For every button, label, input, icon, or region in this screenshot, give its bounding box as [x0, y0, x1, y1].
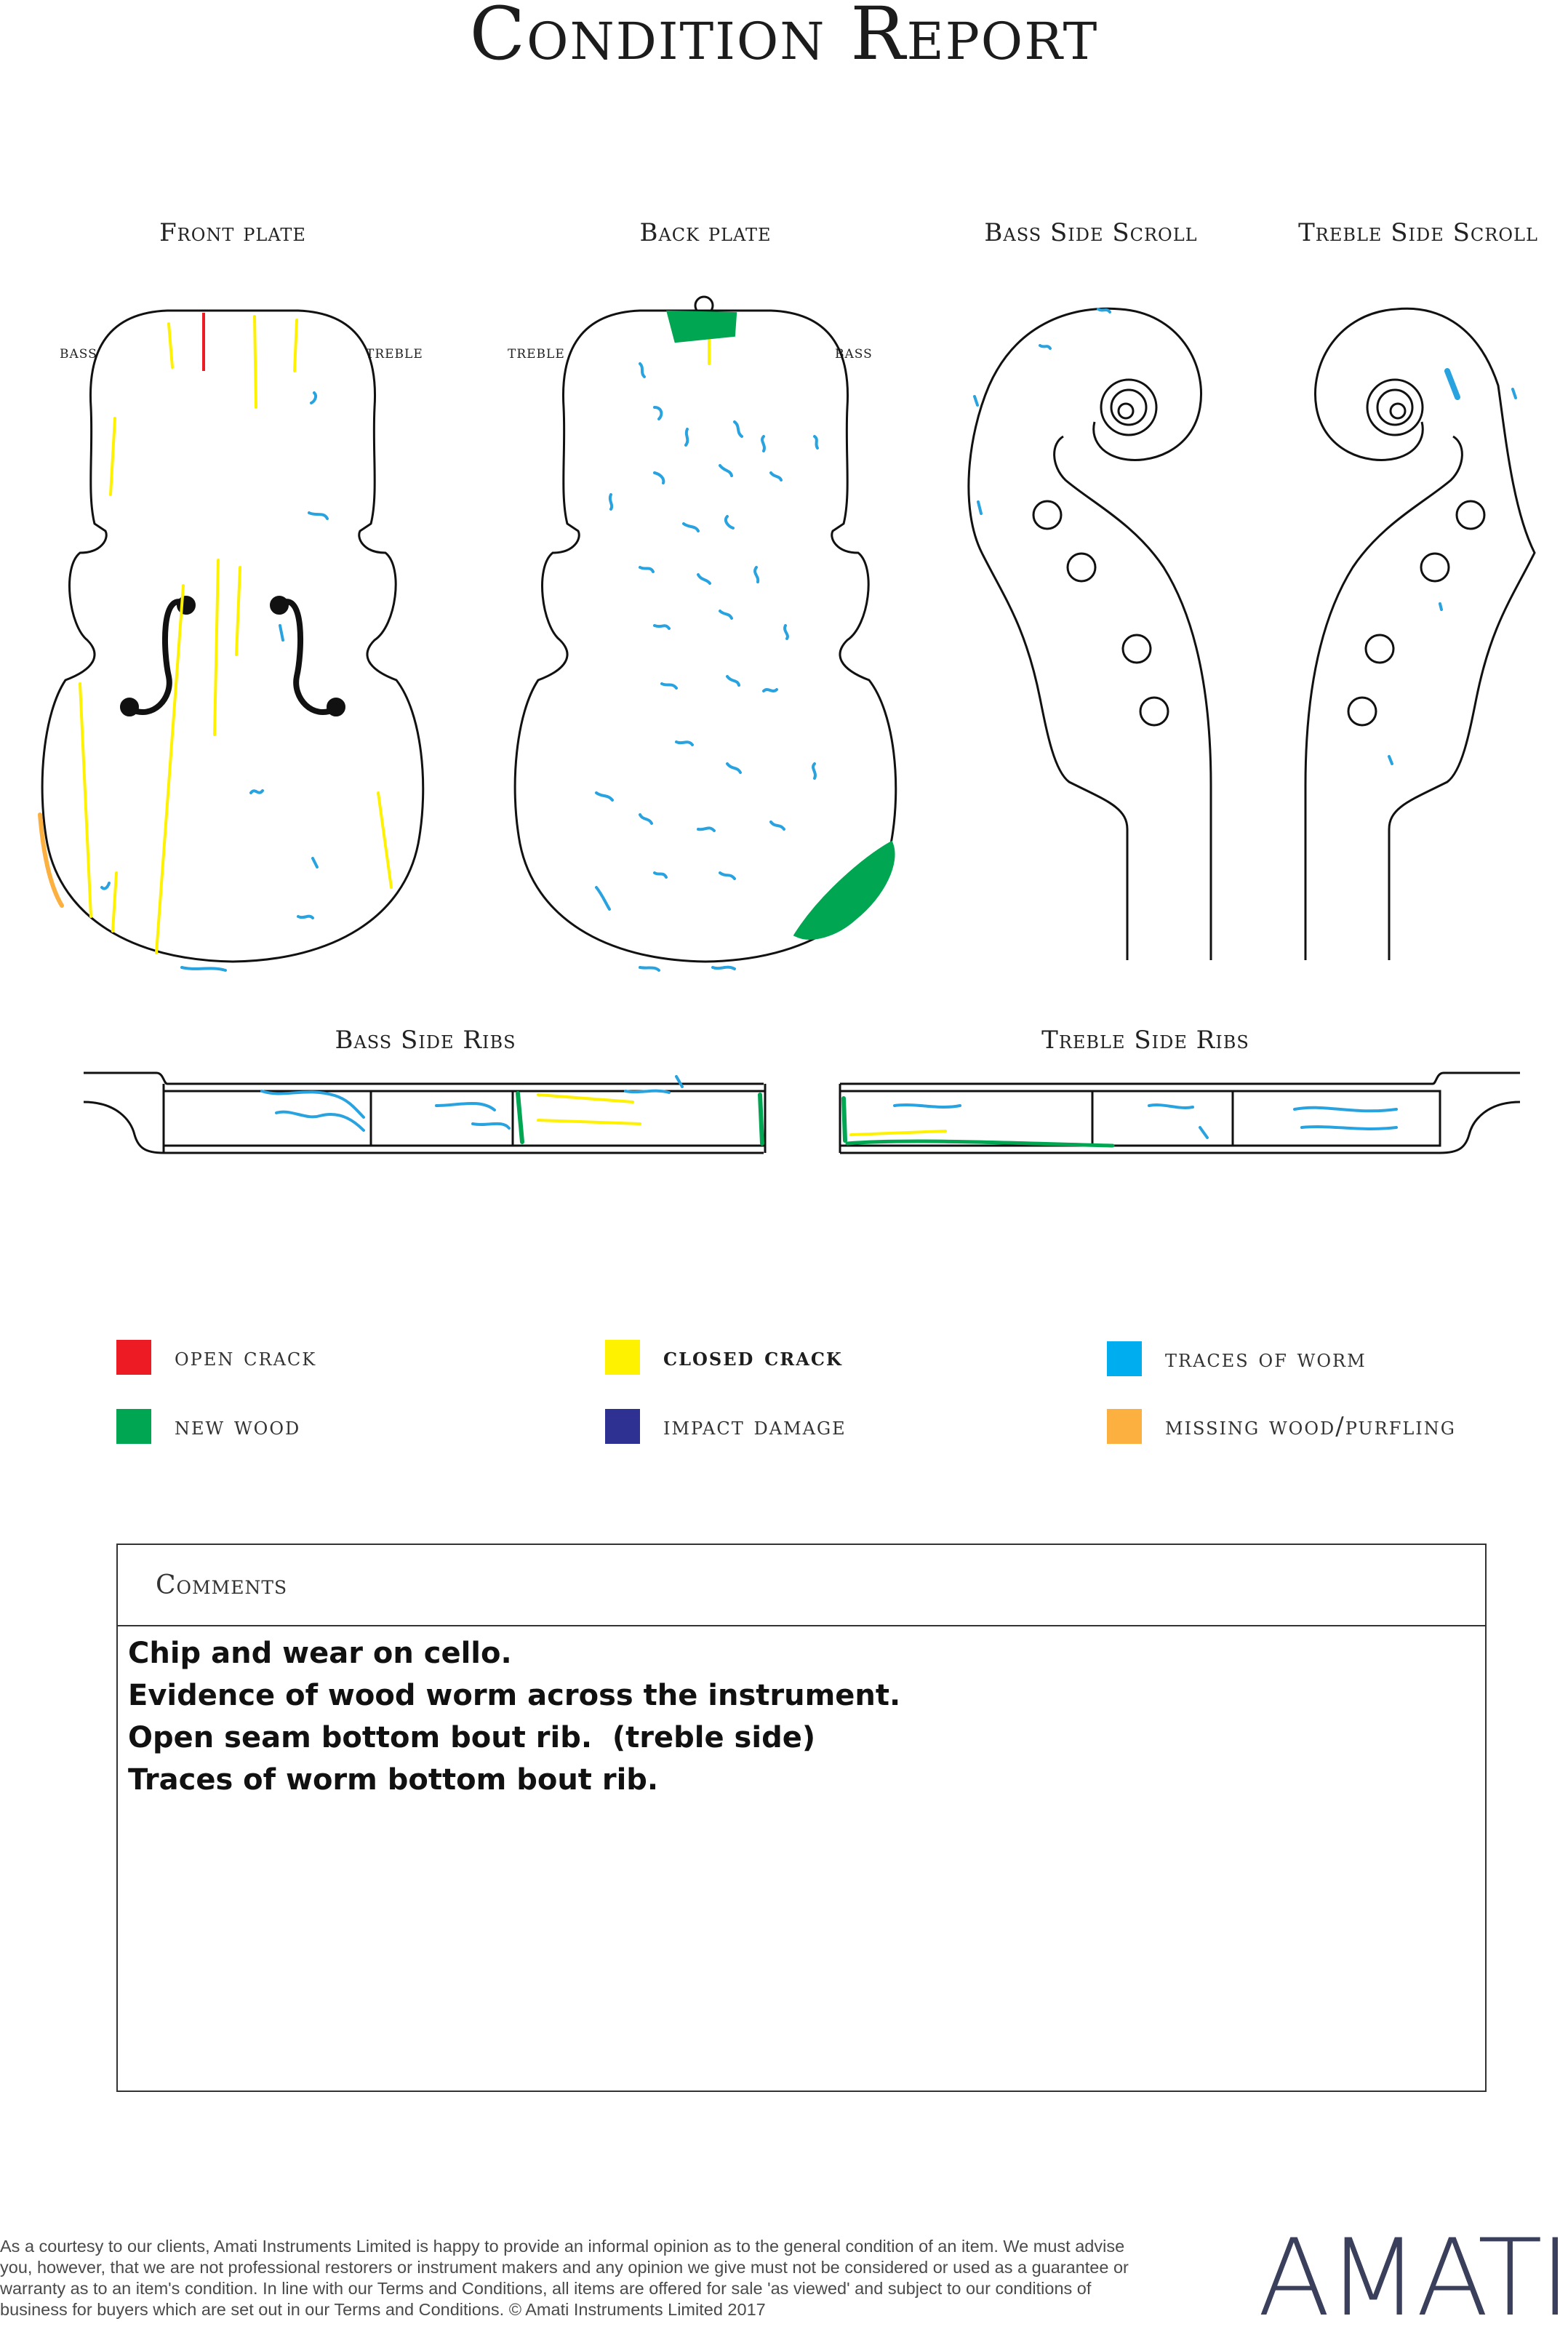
- comment-line: Chip and wear on cello.: [128, 1637, 512, 1670]
- comments-title: Comments: [156, 1570, 288, 1600]
- disclaimer-text: As a courtesy to our clients, Amati Instruments Limited is happy to provide an informal opinion as to the general condition of an item. We must advise you, however, that we are not professional restorers or instrument makers and any opinion we give must not be considered or used as a guarantee or warranty as to an item's condition. In line with our Terms and Conditions, all items are offered for sale 'as viewed' and subject to our conditions of business for buyers which are set out in our Terms and Conditions. © Amati Instruments Limited 2017: [0, 2237, 1129, 2319]
- legend-item-new-wood: [116, 1409, 300, 1444]
- back-treble-label: treble: [508, 342, 565, 362]
- comments-body: [118, 1626, 1485, 1801]
- missing-wood-swatch: [1107, 1409, 1142, 1444]
- comments-header: [118, 1545, 1485, 1626]
- legend-label: missing wood/purfling: [1165, 1412, 1456, 1441]
- closed-crack-swatch: [605, 1340, 640, 1375]
- back-plate-outline: [515, 311, 896, 962]
- front-bass-label: bass: [60, 342, 97, 362]
- f-holes: [123, 599, 343, 714]
- back-plate-label: Back plate: [639, 218, 772, 247]
- comment-line: Open seam bottom bout rib. (treble side): [128, 1721, 816, 1754]
- legend-label: traces of worm: [1165, 1344, 1367, 1373]
- legend-item-missing-wood: [1107, 1409, 1456, 1444]
- comment-line: Evidence of wood worm across the instrument.: [128, 1679, 901, 1712]
- legend-label: closed crack: [663, 1343, 843, 1372]
- legend-label: impact damage: [663, 1412, 847, 1441]
- comment-line: Traces of worm bottom bout rib.: [128, 1763, 659, 1797]
- worm-swatch: [1107, 1341, 1142, 1376]
- open-crack-swatch: [116, 1340, 151, 1375]
- treble-scroll-outline: [1315, 308, 1535, 960]
- front-plate-label: Front plate: [159, 218, 306, 247]
- treble-side-scroll-label: Treble Side Scroll: [1298, 218, 1538, 247]
- amati-logo: AMATI: [1257, 2216, 1568, 2340]
- front-plate-outline: [42, 311, 423, 962]
- bass-ribs-outline: [84, 1073, 764, 1153]
- legend-item-closed-crack: [605, 1340, 843, 1375]
- treble-side-ribs-label: Treble Side Ribs: [1041, 1026, 1249, 1055]
- impact-damage-swatch: [605, 1409, 640, 1444]
- page-title: Condition Report: [469, 0, 1099, 76]
- front-treble-label: treble: [366, 342, 423, 362]
- bass-side-scroll-label: Bass Side Scroll: [984, 218, 1198, 247]
- bass-scroll-outline: [969, 308, 1201, 960]
- legend-item-open-crack: [116, 1340, 316, 1375]
- legend-item-impact-damage: [605, 1409, 847, 1444]
- comments-box: [116, 1544, 1487, 2092]
- worm-trace-marks: [102, 309, 1516, 1138]
- bass-side-ribs-label: Bass Side Ribs: [335, 1026, 516, 1055]
- new-wood-swatch: [116, 1409, 151, 1444]
- back-bass-label: bass: [835, 342, 873, 362]
- legend-label: new wood: [175, 1412, 301, 1441]
- legend-item-traces-of-worm: [1107, 1341, 1367, 1376]
- legend-label: open crack: [175, 1343, 317, 1372]
